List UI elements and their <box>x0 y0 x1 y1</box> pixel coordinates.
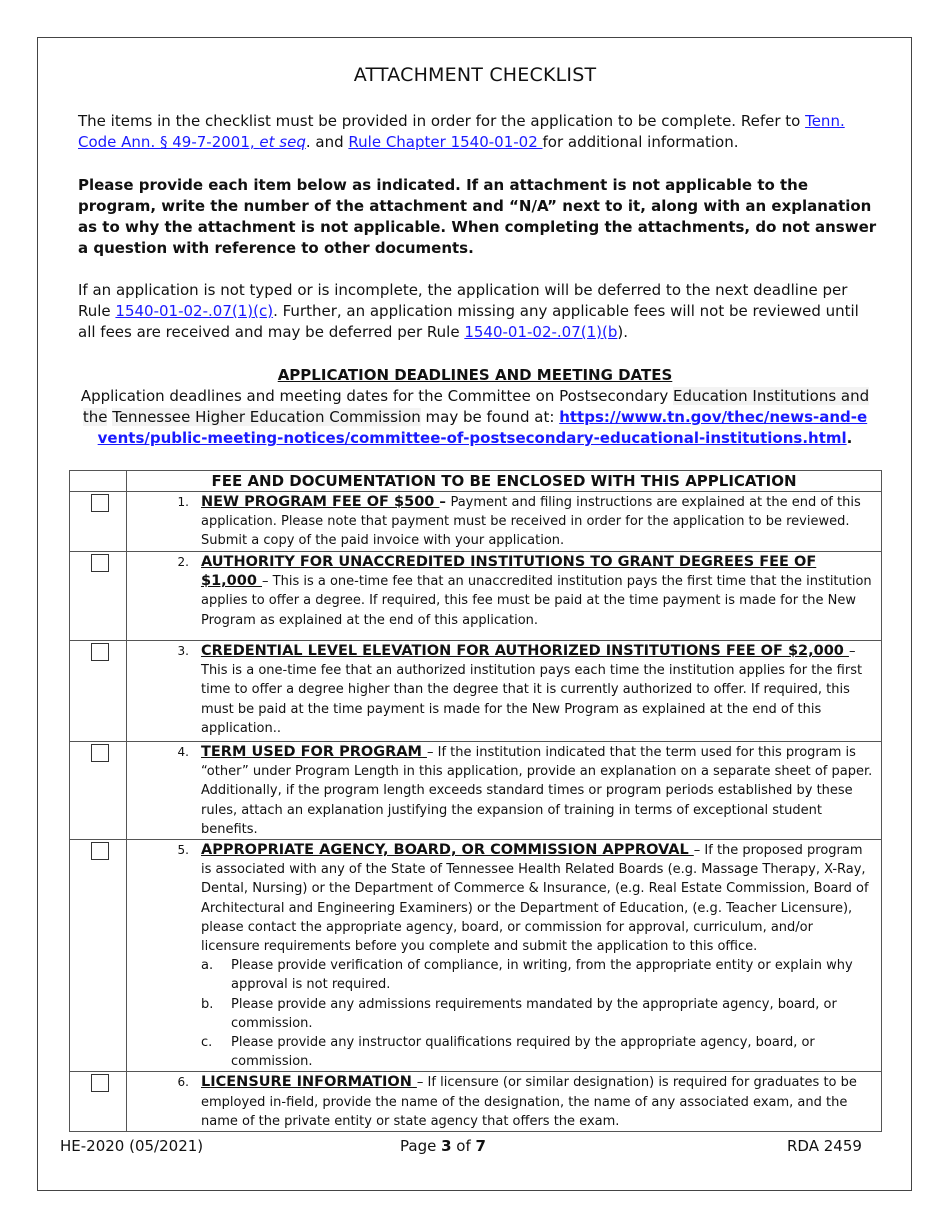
rule-07-1c-link[interactable]: 1540-01-02-.07(1)(c) <box>115 302 274 320</box>
form-number: HE-2020 (05/2021) <box>60 1137 204 1155</box>
item-1-checkbox[interactable] <box>91 494 109 512</box>
deadlines-section <box>80 365 870 449</box>
rule-07-1b-link[interactable]: 1540-01-02-.07(1)(b <box>464 323 618 341</box>
table-row: 1. NEW PROGRAM FEE OF $500 – Payment and filing instructions are explained at the end of this application. Please note that payment must be received in order for the application to be reviewed. Submit a copy of the paid invoice with your application. <box>70 492 882 552</box>
rule-chapter-link[interactable]: Rule Chapter 1540-01-02 <box>348 133 543 151</box>
deadlines-text: Application deadlines and meeting dates for the Committee on Postsecondary Education Institutions and the Tennessee Higher Education Commission may be found at: https://www.tn.gov/thec/news-and-events/public-meeting-notices/committee-of-postsecondary-educational-institutions.html. <box>80 387 870 447</box>
instruction-paragraph: Please provide each item below as indicated. If an attachment is not applicable to the program, write the number of the attachment and “N/A” next to it, along with an explanation as to why the attachment is not applicable. When completing the attachments, do not answer a question with reference to other documents. <box>78 176 877 257</box>
item-4-checkbox[interactable] <box>91 744 109 762</box>
page-number: Page 3 of 7 <box>400 1137 486 1155</box>
deadlines-heading: APPLICATION DEADLINES AND MEETING DATES <box>277 366 673 384</box>
item-2-heading: AUTHORITY FOR UNACCREDITED INSTITUTIONS TO GRANT DEGREES FEE OF $1,000 <box>201 554 817 590</box>
item-3-checkbox[interactable] <box>91 643 109 661</box>
item-6-heading: LICENSURE INFORMATION <box>201 1074 417 1091</box>
table-row: 2. AUTHORITY FOR UNACCREDITED INSTITUTIONS TO GRANT DEGREES FEE OF $1,000 – This is a one-time fee that an unaccredited institution pays the first time that the institution applies to offer a degree. If required, this fee must be paid at the time payment is made for the New Program as explained at the end of this application. <box>70 552 882 641</box>
tenn-code-link[interactable]: Tenn. Code Ann. § 49-7-2001, et seq <box>78 112 845 151</box>
table-row: 5. APPROPRIATE AGENCY, BOARD, OR COMMISSION APPROVAL – If the proposed program is associated with any of the State of Tennessee Health Related Boards (e.g. Massage Therapy, X-Ray, Dental, Nursing) or the Department of Commerce & Insurance, (e.g. Real Estate Commission, Board of Architectural and Engineering Examiners) or the Department of Education, (e.g. Teacher Licensure), please contact the appropriate agency, board, or commission for approval, curriculum, and/or licensure requirements before you complete and submit the application to this office. a. Please provide verification of compliance, in writing, from the appropriate entity or explain why approval is not required. b. Please provide any admissions requirements mandated by the appropriate agency, board, or commission. c. Please provide any instructor qualifications required by the appropriate agency, board, or commission. <box>70 840 882 1072</box>
fee-documentation-table <box>69 470 882 1132</box>
table-row: 4. TERM USED FOR PROGRAM – If the institution indicated that the term used for this program is “other” under Program Length in this application, provide an explanation on a separate sheet of paper. Additionally, if the program length exceeds standard times or program periods established by these rules, attach an explanation justifying the expansion of training in terms of exceptional student benefits. <box>70 742 882 840</box>
item-4-heading: TERM USED FOR PROGRAM <box>201 744 427 760</box>
page-title: ATTACHMENT CHECKLIST <box>353 64 597 86</box>
item-5-checkbox[interactable] <box>91 842 109 860</box>
deferral-paragraph: If an application is not typed or is incomplete, the application will be deferred to the next deadline per Rule 1540-01-02-.07(1)(c). Further, an application missing any applicable fees will not be reviewed until all fees are received and may be deferred per Rule 1540-01-02-.07(1)(b). <box>78 281 859 341</box>
item-1-heading: NEW PROGRAM FEE OF $500 <box>201 494 440 510</box>
item-6-checkbox[interactable] <box>91 1074 109 1092</box>
item-5-sub-c: c. Please provide any instructor qualifications required by the appropriate agency, board, or commission. <box>201 1035 815 1070</box>
item-3-heading: CREDENTIAL LEVEL ELEVATION FOR AUTHORIZED INSTITUTIONS FEE OF $2,000 <box>201 643 849 659</box>
table-row: 6. LICENSURE INFORMATION – If licensure (or similar designation) is required for graduates to be employed in-field, provide the name of the designation, the name of any associated exam, and the name of the private entity or state agency that offers the exam. <box>70 1072 882 1132</box>
table-header: FEE AND DOCUMENTATION TO BE ENCLOSED WITH THIS APPLICATION <box>127 471 882 492</box>
rda-number: RDA 2459 <box>787 1137 862 1155</box>
item-2-checkbox[interactable] <box>91 554 109 572</box>
meeting-notices-link[interactable]: https://www.tn.gov/thec/news-and-events/public-meeting-notices/committee-of-postsecondary-educational-institutions.html <box>97 408 868 447</box>
table-row: 3. CREDENTIAL LEVEL ELEVATION FOR AUTHORIZED INSTITUTIONS FEE OF $2,000 – This is a one-time fee that an authorized institution pays each time the institution applies for the first time to offer a degree higher than the degree that it is currently authorized to offer. If required, this must be paid at the time payment is made for the New Program as explained at the end of this application.. <box>70 641 882 742</box>
item-5-sub-b: b. Please provide any admissions requirements mandated by the appropriate agency, board, or commission. <box>201 996 837 1031</box>
intro-paragraph: The items in the checklist must be provided in order for the application to be complete. Refer to Tenn. Code Ann. § 49-7-2001, et seq. and Rule Chapter 1540-01-02 for additional information. <box>78 112 845 151</box>
item-5-heading: APPROPRIATE AGENCY, BOARD, OR COMMISSION APPROVAL <box>201 842 694 859</box>
item-5-sub-a: a. Please provide verification of compliance, in writing, from the appropriate entity or explain why approval is not required. <box>201 958 853 993</box>
